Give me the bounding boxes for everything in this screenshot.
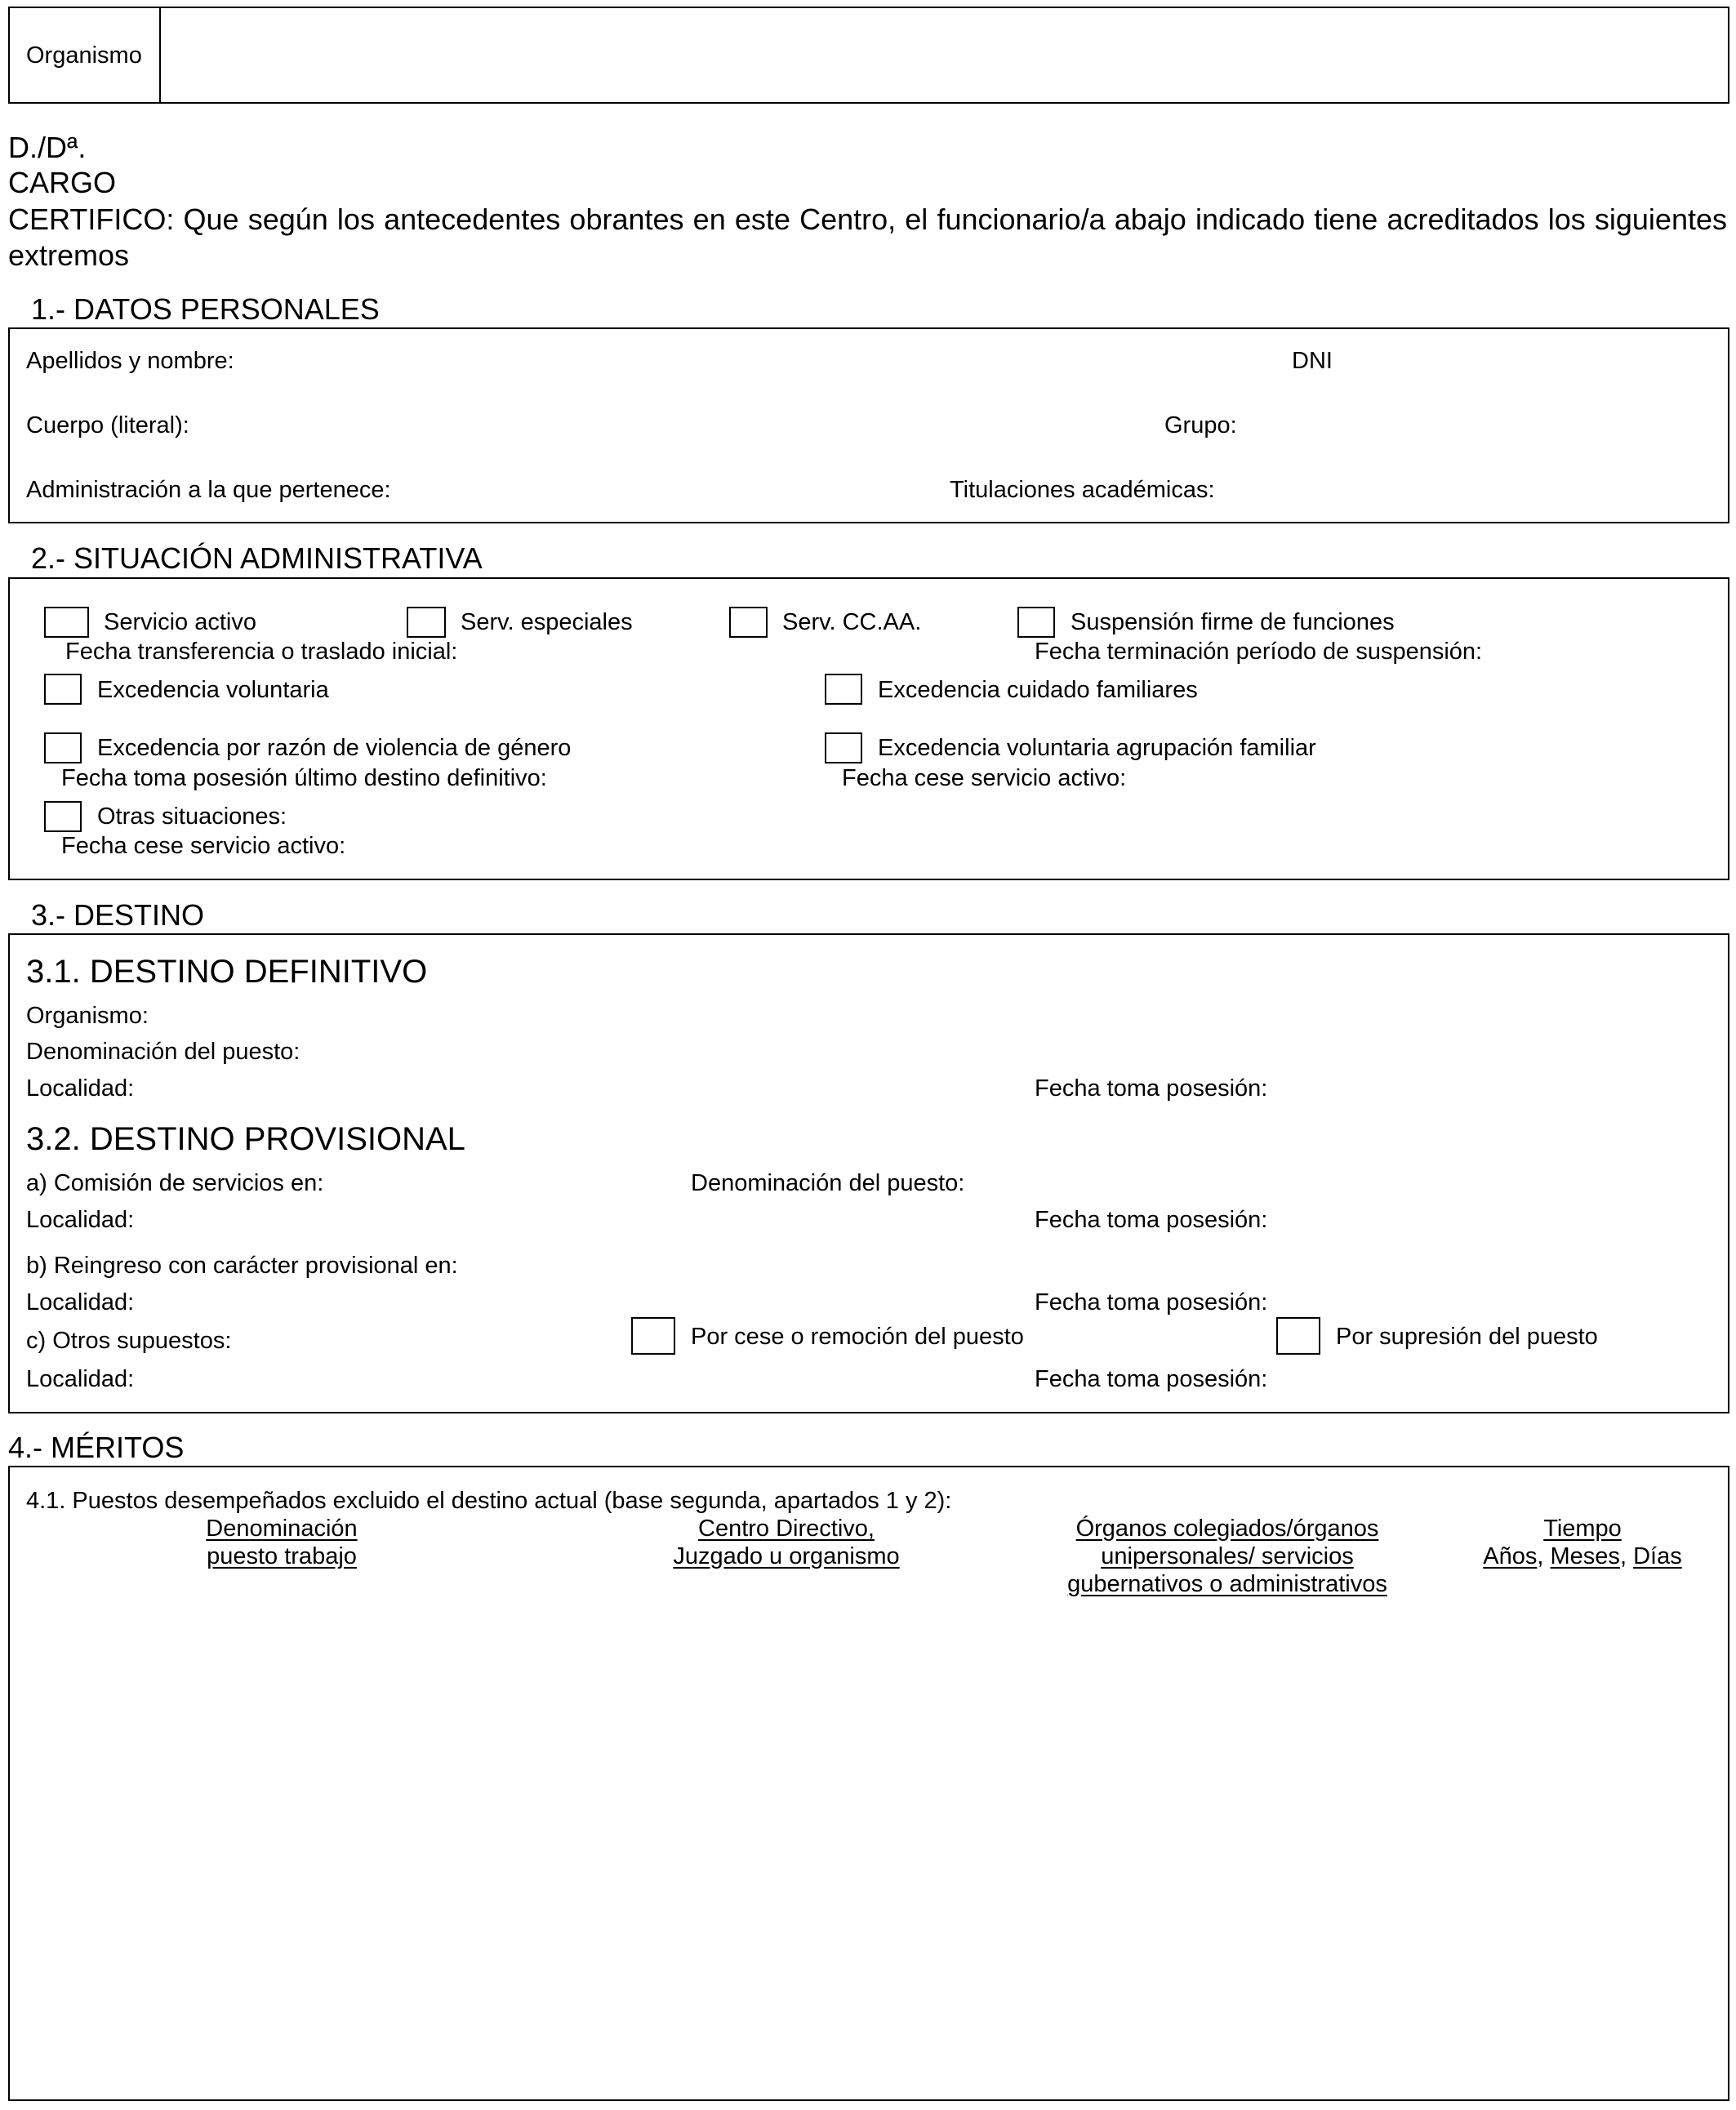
- checkbox-servicio-activo[interactable]: [44, 607, 89, 638]
- reingreso-label: b) Reingreso con carácter provisional en:: [26, 1253, 458, 1279]
- exc-cuidado-label: Excedencia cuidado familiares: [878, 677, 1198, 703]
- col-tiempo-parts: Años, Meses, Días: [1483, 1543, 1682, 1569]
- reingreso-fecha-label: Fecha toma posesión:: [1035, 1289, 1268, 1315]
- col-centro-header: [648, 1515, 925, 1570]
- col-tiempo-title: Tiempo: [1543, 1516, 1622, 1542]
- checkbox-exc-voluntaria[interactable]: [44, 674, 82, 705]
- col-denominacion-line-1: Denominación: [206, 1516, 358, 1542]
- col-tiempo-anos: Años: [1483, 1543, 1538, 1569]
- comision-denominacion-label: Denominación del puesto:: [691, 1170, 965, 1196]
- comision-label: a) Comisión de servicios en:: [26, 1170, 324, 1196]
- col-organos-line-1: Órganos colegiados/órganos: [1075, 1516, 1379, 1542]
- fecha-toma-ultimo-label: Fecha toma posesión último destino definitivo:: [61, 765, 547, 791]
- organismo-field[interactable]: [163, 10, 1725, 100]
- col-tiempo-header: [1460, 1515, 1705, 1570]
- checkbox-suspension[interactable]: [1017, 607, 1055, 638]
- supresion-label: Por supresión del puesto: [1336, 1324, 1598, 1350]
- checkbox-serv-ccaa[interactable]: [729, 607, 768, 638]
- checkbox-cese-remocion[interactable]: [631, 1317, 675, 1355]
- organismo-label: Organismo: [26, 42, 142, 69]
- checkbox-supresion[interactable]: [1276, 1317, 1320, 1355]
- def-localidad-label: Localidad:: [26, 1075, 135, 1102]
- checkbox-exc-agrupacion[interactable]: [825, 732, 862, 763]
- serv-ccaa-label: Serv. CC.AA.: [782, 609, 922, 635]
- section-4-title: 4.- MÉRITOS: [8, 1431, 185, 1464]
- serv-especiales-label: Serv. especiales: [461, 609, 633, 635]
- otros-localidad-label: Localidad:: [26, 1366, 135, 1392]
- col-organos-line-3: gubernativos o administrativos: [1067, 1571, 1387, 1597]
- def-fecha-label: Fecha toma posesión:: [1035, 1075, 1268, 1102]
- dd-line: D./Dª.: [8, 131, 87, 164]
- col-organos-header: [1048, 1515, 1407, 1598]
- exc-violencia-label: Excedencia por razón de violencia de género: [97, 735, 572, 761]
- col-tiempo-meses: Meses: [1550, 1543, 1620, 1569]
- administracion-label: Administración a la que pertenece:: [26, 477, 391, 503]
- servicio-activo-label: Servicio activo: [104, 609, 256, 635]
- section-1-title: 1.- DATOS PERSONALES: [31, 292, 380, 326]
- def-denominacion-label: Denominación del puesto:: [26, 1039, 300, 1065]
- exc-agrupacion-label: Excedencia voluntaria agrupación familiar: [878, 735, 1316, 761]
- grupo-label: Grupo:: [1164, 412, 1237, 438]
- destino-provisional-title: 3.2. DESTINO PROVISIONAL: [26, 1121, 465, 1157]
- otros-fecha-label: Fecha toma posesión:: [1035, 1366, 1268, 1392]
- comision-localidad-label: Localidad:: [26, 1207, 135, 1233]
- fecha-cese-1-label: Fecha cese servicio activo:: [842, 765, 1127, 791]
- comision-fecha-label: Fecha toma posesión:: [1035, 1207, 1268, 1233]
- fecha-terminacion-label: Fecha terminación período de suspensión:: [1035, 639, 1483, 665]
- fecha-transferencia-label: Fecha transferencia o traslado inicial:: [65, 639, 458, 665]
- section-2-title: 2.- SITUACIÓN ADMINISTRATIVA: [31, 541, 483, 575]
- destino-definitivo-title: 3.1. DESTINO DEFINITIVO: [26, 954, 428, 990]
- checkbox-exc-cuidado[interactable]: [825, 674, 862, 705]
- otras-label: Otras situaciones:: [97, 803, 287, 830]
- col-denominacion-header: [159, 1515, 404, 1570]
- cese-remocion-label: Por cese o remoción del puesto: [691, 1324, 1024, 1350]
- checkbox-exc-violencia[interactable]: [44, 732, 82, 763]
- col-denominacion-line-2: puesto trabajo: [207, 1543, 357, 1569]
- col-centro-line-2: Juzgado u organismo: [673, 1543, 900, 1569]
- cargo-line: CARGO: [8, 166, 117, 199]
- organismo-divider: [159, 7, 161, 104]
- def-organismo-label: Organismo:: [26, 1003, 149, 1029]
- checkbox-otras[interactable]: [44, 801, 82, 832]
- cuerpo-label: Cuerpo (literal):: [26, 412, 189, 438]
- suspension-label: Suspensión firme de funciones: [1071, 609, 1395, 635]
- section-3-title: 3.- DESTINO: [31, 898, 205, 932]
- meritos-intro: 4.1. Puestos desempeñados excluido el destino actual (base segunda, apartados 1 y 2):: [26, 1488, 952, 1514]
- certifico-text: CERTIFICO: Que según los antecedentes obrantes en este Centro, el funcionario/a abajo indicado tiene acreditados los siguientes extremos: [8, 203, 1727, 272]
- apellidos-label: Apellidos y nombre:: [26, 348, 234, 374]
- fecha-cese-2-label: Fecha cese servicio activo:: [61, 833, 346, 859]
- reingreso-localidad-label: Localidad:: [26, 1289, 135, 1315]
- dni-label: DNI: [1292, 348, 1333, 374]
- col-organos-line-2: unipersonales/ servicios: [1101, 1543, 1354, 1569]
- meritos-entry-area[interactable]: [11, 1600, 1726, 2097]
- otros-supuestos-label: c) Otros supuestos:: [26, 1328, 232, 1354]
- titulaciones-label: Titulaciones académicas:: [950, 477, 1215, 503]
- exc-voluntaria-label: Excedencia voluntaria: [97, 677, 329, 703]
- col-centro-line-1: Centro Directivo,: [698, 1516, 875, 1542]
- checkbox-serv-especiales[interactable]: [407, 607, 446, 638]
- col-tiempo-dias: Días: [1633, 1543, 1682, 1569]
